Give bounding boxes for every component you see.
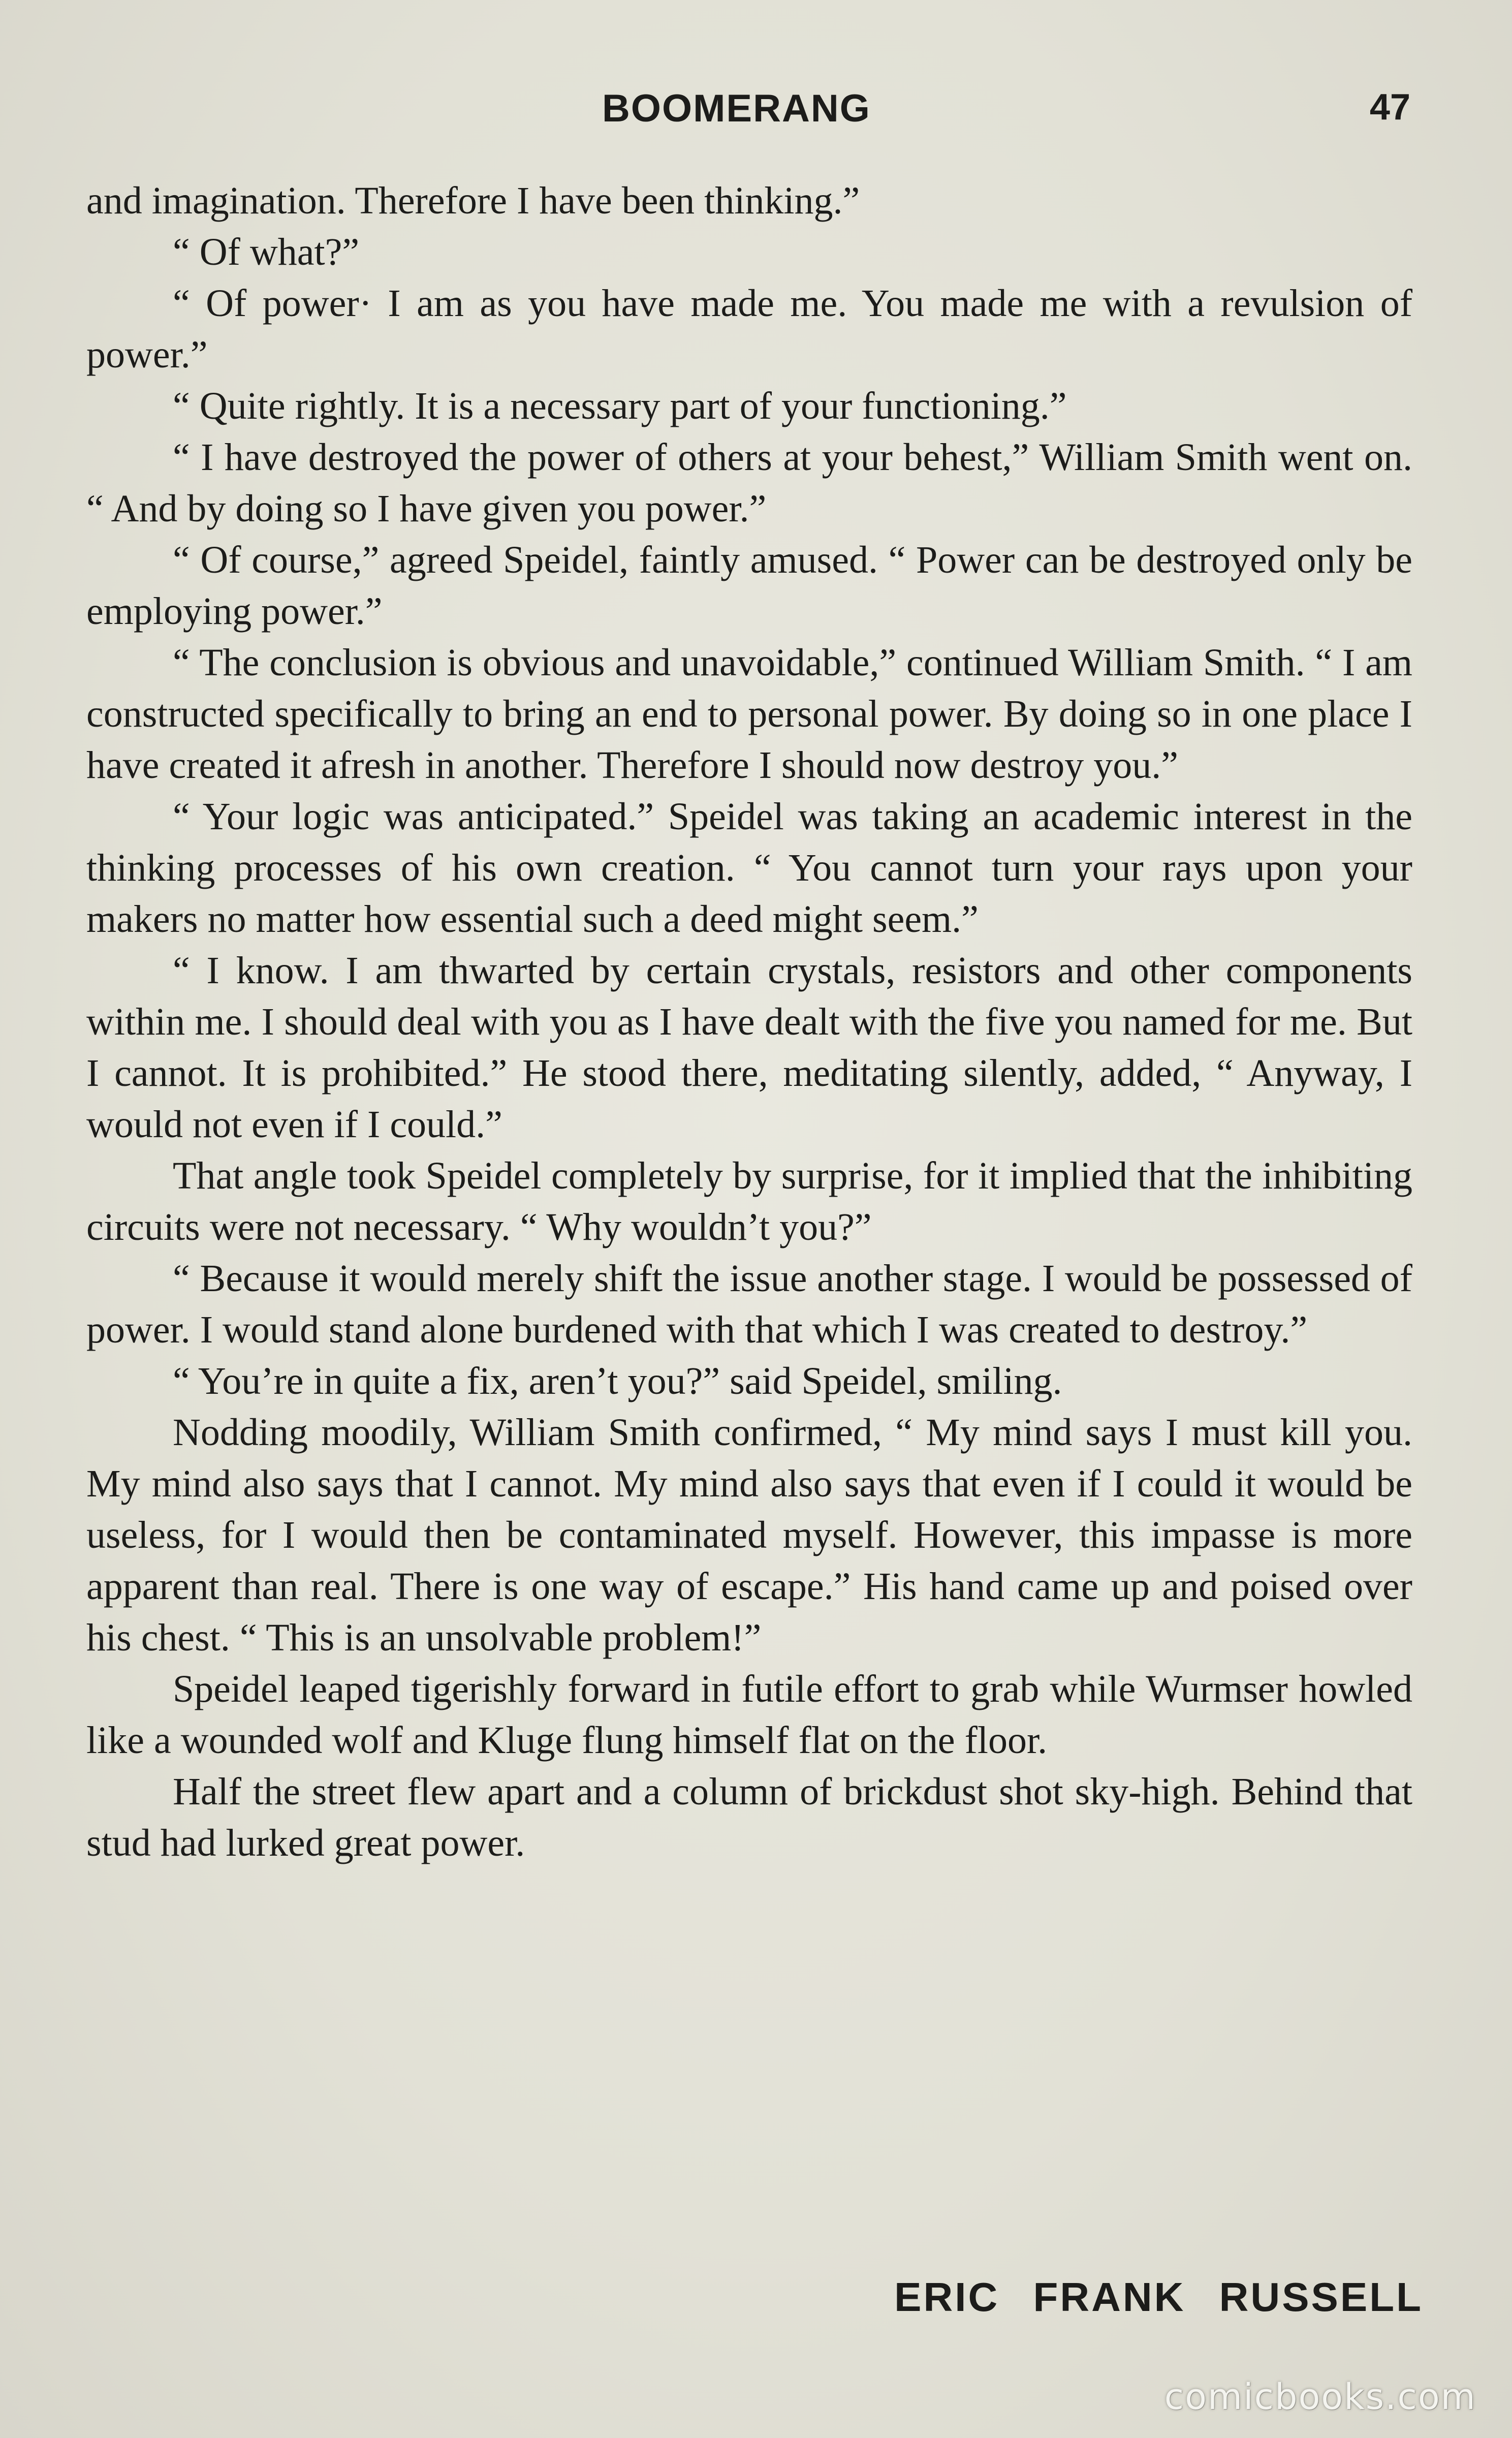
paragraph: “ I know. I am thwarted by certain crystals, resistors and other components within me. I should deal with you as I have dealt with the five you named for me. But I cannot. It is prohibited.” He stood there, meditating silently, added, “ Anyway, I would not even if I could.” [86,949,1412,1146]
paragraph: and imagination. Therefore I have been thinking.” [86,179,860,222]
page-header [0,86,1512,137]
paragraph: “ Your logic was anticipated.” Speidel was taking an academic interest in the thinking processes of his own creation. “ You cannot turn your rays upon your makers no matter how essential such a deed might seem.” [86,795,1412,941]
page-number: 47 [1369,87,1410,128]
paragraph: That angle took Speidel completely by surprise, for it implied that the inhibiting circuits were not necessary. “ Why wouldn’t you?” [86,1154,1412,1248]
paragraph: Speidel leaped tigerishly forward in futile effort to grab while Wurmser howled like a wounded wolf and Kluge flung himself flat on the floor. [86,1668,1412,1762]
paragraph: “ The conclusion is obvious and unavoidable,” continued William Smith. “ I am constructed specifically to bring an end to personal power. By doing so in one place I have created it afresh in another. Therefore I should now destroy you.” [86,641,1412,787]
paragraph: “ Quite rightly. It is a necessary part of your functioning.” [173,385,1067,427]
paragraph: Half the street flew apart and a column of brickdust shot sky-high. Behind that stud had lurked great power. [86,1770,1412,1864]
story-text [86,175,1412,1869]
paragraph: “ I have destroyed the power of others at your behest,” William Smith went on. “ And by doing so I have given you power.” [86,436,1412,530]
author-byline: ERIC FRANK RUSSELL [894,2274,1423,2320]
paragraph: “ Because it would merely shift the issue another stage. I would be possessed of power. I would stand alone burdened with that which I was created to destroy.” [86,1257,1412,1351]
paragraph: “ You’re in quite a fix, aren’t you?” said Speidel, smiling. [173,1360,1062,1402]
paragraph: Nodding moodily, William Smith confirmed, “ My mind says I must kill you. My mind also says that I cannot. My mind also says that even if I could it would be useless, for I would then be contaminated myself. However, this impasse is more apparent than real. There is one way of escape.” His hand came up and poised over his chest. “ This is an unsolvable problem!” [86,1411,1412,1659]
paragraph: “ Of power· I am as you have made me. You made me with a revulsion of power.” [86,282,1412,376]
paragraph: “ Of course,” agreed Speidel, faintly amused. “ Power can be destroyed only be employing power.” [86,539,1412,633]
paragraph: “ Of what?” [173,231,360,273]
site-watermark: comicbooks.com [1164,2376,1476,2418]
running-title: BOOMERANG [602,87,871,130]
